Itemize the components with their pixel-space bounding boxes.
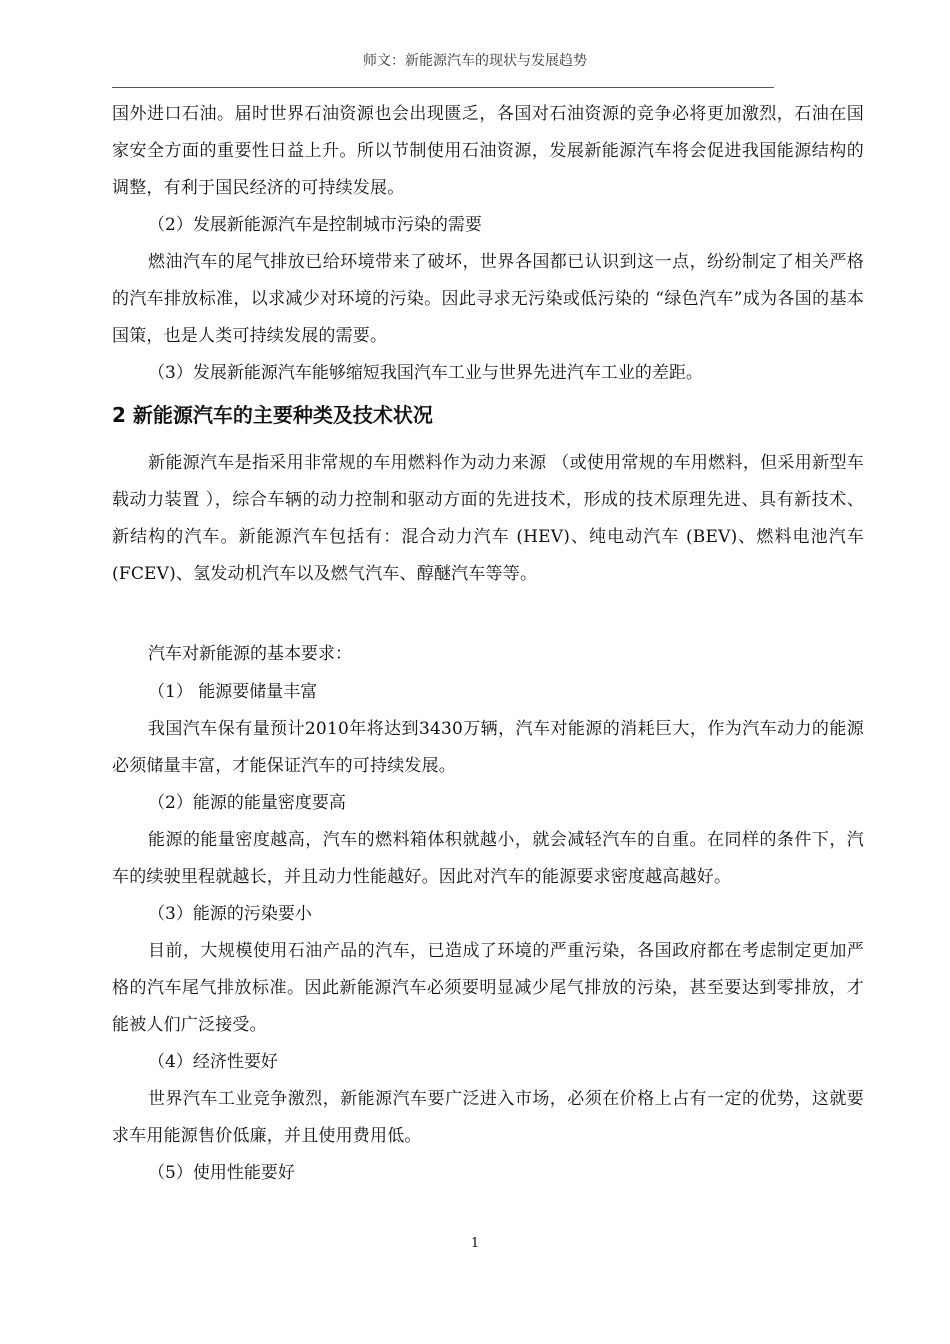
header-divider xyxy=(112,87,774,88)
requirement-2-title: （2）能源的能量密度要高 xyxy=(148,793,346,813)
page-number: 1 xyxy=(470,1236,480,1251)
requirement-1-text: 我国汽车保有量预计2010年将达到3430万辆，汽车对能源的消耗巨大，作为汽车动力的能源必须储量丰富，才能保证汽车的可持续发展。 xyxy=(112,719,864,776)
paragraph-requirements-intro: 汽车对新能源的基本要求： xyxy=(148,644,352,664)
requirement-5-title: （5）使用性能要好 xyxy=(148,1163,295,1183)
section-heading: 2 新能源汽车的主要种类及技术状况 xyxy=(112,403,433,427)
paragraph-oil-security: 国外进口石油。届时世界石油资源也会出现匮乏，各国对石油资源的竞争必将更加激烈，石油在国家安全方面的重要性日益上升。所以节制使用石油资源，发展新能源汽车将会促进我国能源结构的调整，有利于国民经济的可持续发展。 xyxy=(112,104,864,198)
subheading-industry-gap: （3）发展新能源汽车能够缩短我国汽车工业与世界先进汽车工业的差距。 xyxy=(148,363,703,383)
requirement-3-text: 目前，大规模使用石油产品的汽车，已造成了环境的严重污染，各国政府都在考虑制定更加严格的汽车尾气排放标准。因此新能源汽车必须要明显减少尾气排放的污染，甚至要达到零排放，才能被人们广泛接受。 xyxy=(112,941,864,1035)
requirement-2-text: 能源的能量密度越高，汽车的燃料箱体积就越小，就会减轻汽车的自重。在同样的条件下，汽车的续驶里程就越长，并且动力性能越好。因此对汽车的能源要求密度越高越好。 xyxy=(112,830,864,887)
subheading-pollution-control: （2）发展新能源汽车是控制城市污染的需要 xyxy=(148,215,482,235)
paragraph-definition: 新能源汽车是指采用非常规的车用燃料作为动力来源 （或使用常规的车用燃料，但采用新型车载动力装置 ），综合车辆的动力控制和驱动方面的先进技术，形成的技术原理先进、具有新技术、新结构的汽车。新能源汽车包括有：混合动力汽车 (HEV)、纯电动汽车 (BEV)、燃料电池汽车 (FCEV)、氢发动机汽车以及燃气汽车、醇醚汽车等等。 xyxy=(112,453,864,584)
running-header: 师文：新能源汽车的现状与发展趋势 xyxy=(363,53,587,69)
requirement-4-text: 世界汽车工业竞争激烈，新能源汽车要广泛进入市场，必须在价格上占有一定的优势，这就要求车用能源售价低廉，并且使用费用低。 xyxy=(112,1089,864,1146)
requirement-4-title: （4）经济性要好 xyxy=(148,1052,278,1072)
paragraph-emissions: 燃油汽车的尾气排放已给环境带来了破坏，世界各国都已认识到这一点，纷纷制定了相关严格的汽车排放标准，以求减少对环境的污染。因此寻求无污染或低污染的 “绿色汽车”成为各国的基本国策，也是人类可持续发展的需要。 xyxy=(112,252,864,346)
requirement-1-title: （1） 能源要储量丰富 xyxy=(148,682,318,702)
requirement-3-title: （3）能源的污染要小 xyxy=(148,904,312,924)
